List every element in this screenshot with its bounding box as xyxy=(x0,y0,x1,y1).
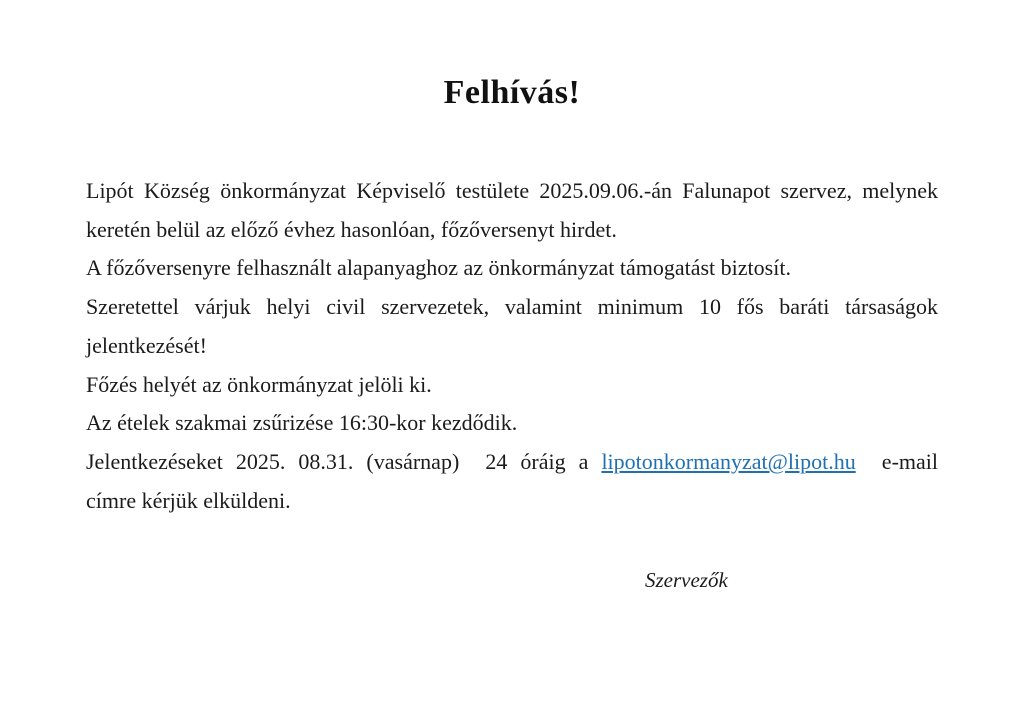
email-link[interactable]: lipotonkormanyzat@lipot.hu xyxy=(601,448,856,474)
paragraph-invite-line-1: Szeretettel várjuk helyi civil szervezetek, valamint minimum 10 fős baráti társaságok xyxy=(86,294,938,320)
paragraph-intro-line-1: Lipót Község önkormányzat Képviselő testülete 2025.09.06.-án Falunapot szervez, melynek xyxy=(86,178,938,203)
paragraph-invite-line-2: jelentkezését! xyxy=(86,332,207,358)
page-title: Felhívás! xyxy=(443,74,581,111)
paragraph-deadline-line-1 xyxy=(86,443,938,482)
paragraph-deadline-line-2: címre kérjük elküldeni. xyxy=(86,487,291,513)
paragraph-location: Főzés helyét az önkormányzat jelöli ki. xyxy=(86,371,432,397)
paragraph-support: A főzőversenyre felhasznált alapanyaghoz az önkormányzat támogatást biztosít. xyxy=(86,255,791,281)
paragraph-jury-time: Az ételek szakmai zsűrizése 16:30-kor kezdődik. xyxy=(86,410,518,436)
deadline-text-after: e-mail xyxy=(868,448,938,474)
signature-organizers: Szervezők xyxy=(645,568,728,592)
deadline-text-before: Jelentkezéseket 2025. 08.31. (vasárnap) 24 óráig a xyxy=(86,448,589,474)
document-body xyxy=(86,172,938,520)
paragraph-intro-line-2: keretén belül az előző évhez hasonlóan, főzőversenyt hirdet. xyxy=(86,216,617,242)
